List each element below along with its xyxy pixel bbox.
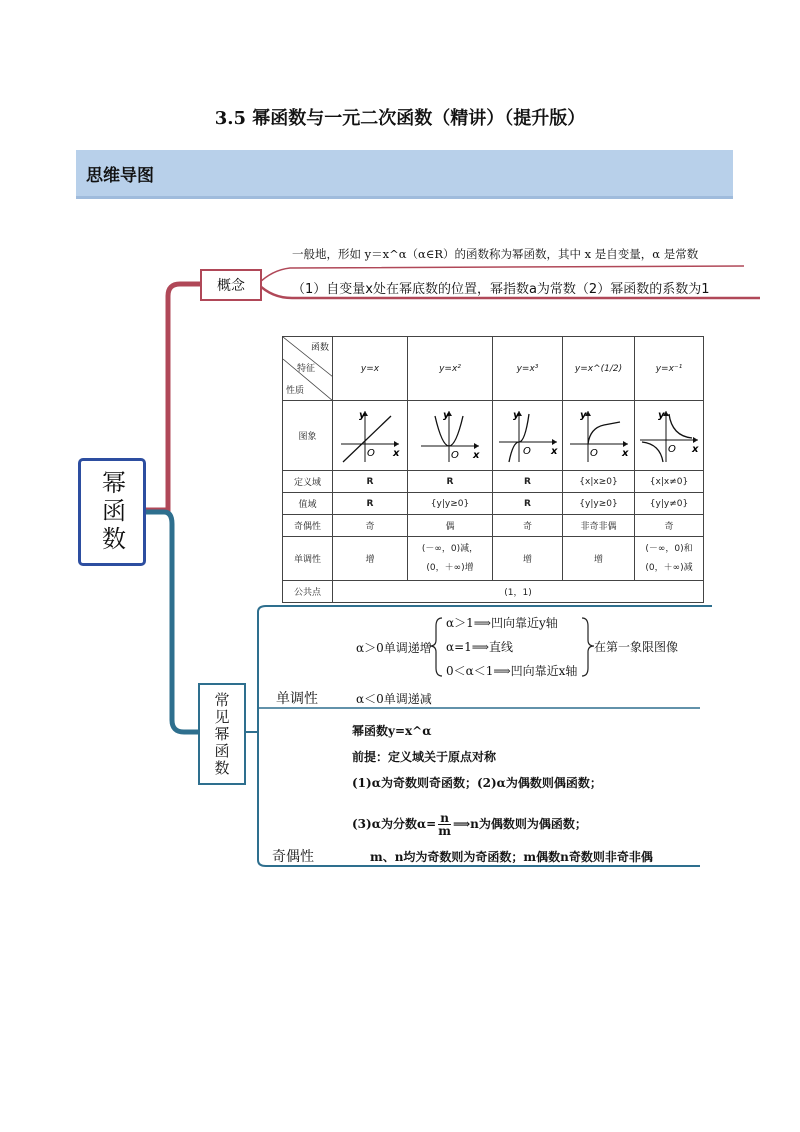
power-function-table: [282, 336, 704, 603]
range-cell: {y|y≠0}: [635, 493, 704, 515]
parity-cell: 非奇非偶: [563, 515, 635, 537]
range-cell: {y|y≥0}: [563, 493, 635, 515]
func-header-3: y=x³: [493, 337, 563, 401]
svg-text:O: O: [522, 445, 531, 457]
svg-text:O: O: [451, 449, 459, 461]
parity-line-5: m、n均为奇数则为奇函数；m偶数n奇数则非奇非偶: [370, 850, 653, 864]
root-label: 幂函数: [97, 470, 126, 554]
row-label-graph: 图象: [283, 401, 333, 471]
parity-line-1: 幂函数y=x^α: [352, 724, 432, 738]
monotonic-cell: 增: [493, 537, 563, 581]
row-label-range: 值域: [283, 493, 333, 515]
row-label-monotonic: 单调性: [283, 537, 333, 581]
concept-definition: 一般地，形如 y＝x^α（α∈R）的函数称为幂函数，其中 x 是自变量，α 是常数: [292, 247, 699, 261]
case-between: 0＜α＜1⟹凹向靠近x轴: [446, 664, 578, 678]
svg-text:O: O: [668, 443, 676, 455]
parity-cell: 偶: [408, 515, 493, 537]
domain-cell: R: [493, 471, 563, 493]
graph-reciprocal: [635, 401, 704, 471]
monotonic-label: 单调性: [276, 691, 318, 707]
svg-text:O: O: [367, 447, 375, 459]
range-cell: R: [333, 493, 408, 515]
common-functions-node: [198, 683, 246, 785]
corner-property: 性质: [286, 386, 305, 396]
func-header-4: y=x^(1/2): [563, 337, 635, 401]
row-label-parity: 奇偶性: [283, 515, 333, 537]
banner-label: 思维导图: [86, 166, 154, 186]
fraction-denominator: m: [438, 824, 451, 838]
graph-linear: [333, 401, 408, 471]
func-header-5: y=x⁻¹: [635, 337, 704, 401]
domain-cell: R: [333, 471, 408, 493]
svg-text:x: x: [692, 443, 699, 455]
corner-function: 函数: [310, 343, 329, 353]
concept-notes: （1）自变量x处在幂底数的位置，幂指数a为常数（2）幂函数的系数为1: [292, 282, 710, 297]
parity-line-3: (1)α为奇数则奇函数；(2)α为偶数则偶函数；: [352, 776, 602, 790]
graph-sqrt: [563, 401, 635, 471]
svg-text:y: y: [512, 409, 520, 421]
case-equal-one: α=1⟹直线: [446, 640, 513, 654]
root-node: [78, 458, 146, 566]
table-header-corner: [283, 337, 333, 401]
monotonic-cell: (－∞，0)和 (0，＋∞)减: [635, 537, 704, 581]
common-functions-label: 常见幂函数: [212, 691, 231, 777]
page-title: 3.5 幂函数与一元二次函数（精讲）（提升版）: [214, 108, 586, 129]
svg-text:y: y: [359, 409, 366, 421]
concept-node: [200, 269, 262, 301]
fraction-numerator: n: [440, 811, 449, 825]
monotonic-cell: 增: [563, 537, 635, 581]
svg-text:x: x: [393, 447, 400, 459]
alpha-positive: α＞0单调递增: [356, 641, 432, 655]
monotonic-cell: (－∞，0)减， (0，＋∞)增: [408, 537, 493, 581]
parity-line-2: 前提：定义域关于原点对称: [352, 750, 497, 764]
domain-cell: {x|x≠0}: [635, 471, 704, 493]
svg-text:O: O: [589, 447, 598, 459]
svg-text:y: y: [579, 409, 587, 421]
case-greater-one: α＞1⟹凹向靠近y轴: [446, 616, 558, 630]
parity-cell: 奇: [635, 515, 704, 537]
func-header-1: y=x: [333, 337, 408, 401]
graph-cube: [493, 401, 563, 471]
range-cell: {y|y≥0}: [408, 493, 493, 515]
first-quadrant-note: 在第一象限图像: [594, 640, 679, 654]
parity-line-4: [352, 812, 587, 837]
monotonic-cell: 增: [333, 537, 408, 581]
range-cell: R: [493, 493, 563, 515]
svg-text:y: y: [443, 409, 450, 421]
func-header-2: y=x²: [408, 337, 493, 401]
common-point-cell: (1，1): [333, 581, 704, 603]
domain-cell: {x|x≥0}: [563, 471, 635, 493]
row-label-domain: 定义域: [283, 471, 333, 493]
corner-feature: 特征: [297, 364, 316, 374]
domain-cell: R: [408, 471, 493, 493]
svg-text:x: x: [621, 447, 628, 459]
parity-cell: 奇: [493, 515, 563, 537]
parity-cell: 奇: [333, 515, 408, 537]
fraction-suffix: ⟹n为偶数则为偶函数；: [452, 817, 587, 831]
parity-label: 奇偶性: [272, 849, 314, 865]
fraction: [438, 812, 451, 837]
row-label-common-point: 公共点: [283, 581, 333, 603]
concept-label: 概念: [217, 278, 245, 294]
svg-text:x: x: [550, 445, 557, 457]
svg-text:x: x: [473, 449, 480, 461]
graph-square: [408, 401, 493, 471]
alpha-negative: α＜0单调递减: [356, 692, 432, 706]
fraction-prefix: (3)α为分数α=: [352, 817, 437, 831]
svg-text:y: y: [658, 409, 665, 421]
